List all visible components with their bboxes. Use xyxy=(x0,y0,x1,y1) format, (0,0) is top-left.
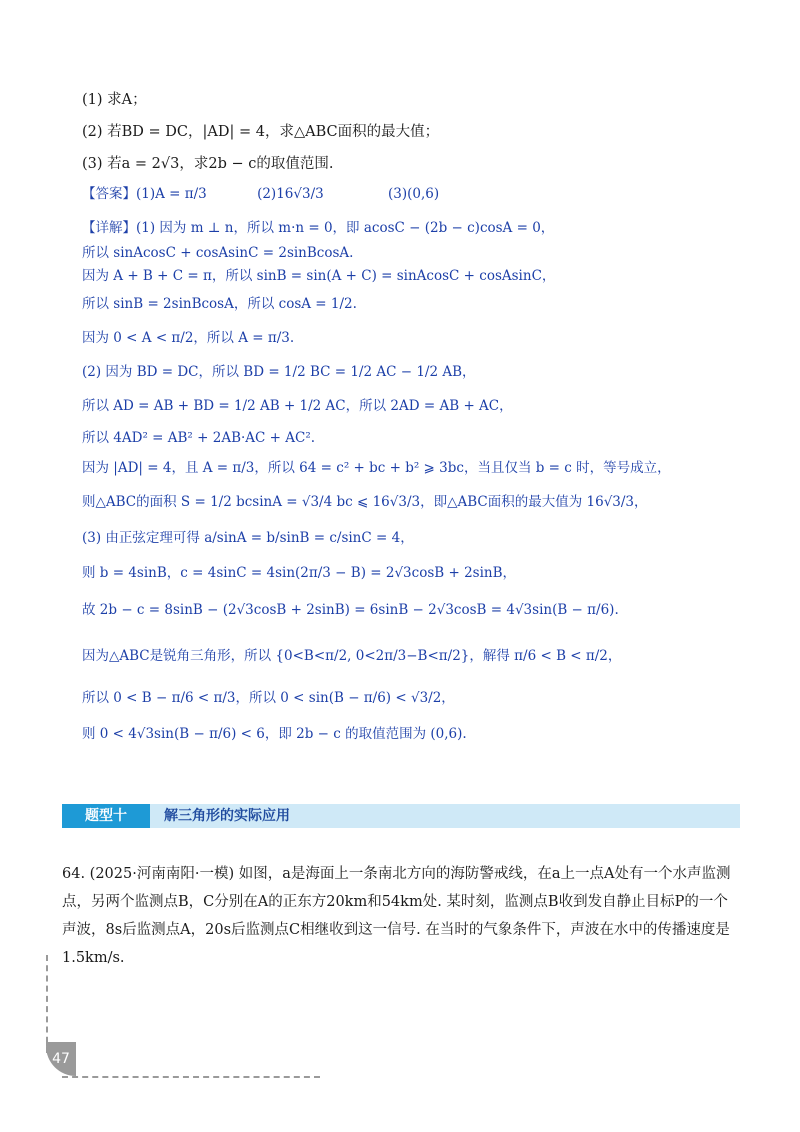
solution-line-15: 所以 0 < B − π/6 < π/3，所以 0 < sin(B − π/6) < √3/2， xyxy=(82,690,455,706)
problem-part-3: (3) 若a = 2√3，求2b − c的取值范围. xyxy=(82,156,334,172)
answer-line xyxy=(82,184,439,204)
problem-part-1: (1) 求A； xyxy=(82,92,147,108)
section-title: 解三角形的实际应用 xyxy=(164,808,290,824)
solution-line-13: 故 2b − c = 8sinB − (2√3cosB + 2sinB) = 6sinB − 2√3cosB = 4√3sin(B − π/6). xyxy=(82,602,619,618)
solution-line-5: 因为 0 < A < π/2，所以 A = π/3. xyxy=(82,330,295,346)
solution-line-4: 所以 sinB = 2sinBcosA，所以 cosA = 1/2. xyxy=(82,296,357,312)
answer-tag: 【答案】 xyxy=(82,186,136,202)
solution-line-8: 所以 4AD² = AB² + 2AB·AC + AC². xyxy=(82,430,316,446)
page-margin-dashes-horizontal xyxy=(62,1076,320,1078)
solution-line-10: 则△ABC的面积 S = 1/2 bcsinA = √3/4 bc ⩽ 16√3/3，即△ABC面积的最大值为 16√3/3， xyxy=(82,494,648,510)
question-64 xyxy=(62,860,742,972)
solution-line-3: 因为 A + B + C = π，所以 sinB = sin(A + C) = sinAcosC + cosAsinC， xyxy=(82,268,556,284)
answer-3: (3)(0,6) xyxy=(388,186,440,202)
section-banner xyxy=(62,804,740,828)
answer-2: (2)16√3/3 xyxy=(257,186,324,202)
solution-line-16: 则 0 < 4√3sin(B − π/6) < 6，即 2b − c 的取值范围为 (0,6). xyxy=(82,726,467,742)
answer-1: (1)A = π/3 xyxy=(136,186,207,202)
page-margin-dashes-vertical xyxy=(46,955,48,1053)
section-tab: 题型十 xyxy=(62,804,150,828)
solution-tag: 【详解】 xyxy=(82,220,136,236)
question-64-text: 64. (2025·河南南阳·一模) 如图，a是海面上一条南北方向的海防警戒线，在a上一点A处有一个水声监测点，另两个监测点B，C分别在A的正东方20km和54km处. 某时刻，监测点B收到发自静止目标P的一个声波，8s后监测点A，20s后监测点C相继收到这一信号. 在当时的气象条件下，声波在水中的传播速度是1.5km/s. xyxy=(62,866,731,966)
solution-line-1: 【详解】(1) 因为 m ⊥ n，所以 m·n = 0，即 acosC − (2b − c)cosA = 0， xyxy=(82,220,555,236)
page-number: 47 xyxy=(46,1042,76,1076)
solution-line-9: 因为 |AD| = 4，且 A = π/3，所以 64 = c² + bc + b² ⩾ 3bc，当且仅当 b = c 时，等号成立， xyxy=(82,460,671,476)
problem-part-2: (2) 若BD = DC，|AD| = 4，求△ABC面积的最大值； xyxy=(82,124,440,140)
solution-line-6: (2) 因为 BD = DC，所以 BD = 1/2 BC = 1/2 AC − 1/2 AB， xyxy=(82,364,476,380)
solution-line-2: 所以 sinAcosC + cosAsinC = 2sinBcosA. xyxy=(82,245,354,261)
solution-line-11: (3) 由正弦定理可得 a/sinA = b/sinB = c/sinC = 4， xyxy=(82,530,414,546)
solution-line-7: 所以 AD = AB + BD = 1/2 AB + 1/2 AC，所以 2AD = AB + AC， xyxy=(82,398,513,414)
solution-line-14: 因为△ABC是锐角三角形，所以 {0<B<π/2, 0<2π/3−B<π/2}，解得 π/6 < B < π/2， xyxy=(82,648,622,664)
solution-line-12: 则 b = 4sinB，c = 4sinC = 4sin(2π/3 − B) = 2√3cosB + 2sinB， xyxy=(82,565,517,581)
